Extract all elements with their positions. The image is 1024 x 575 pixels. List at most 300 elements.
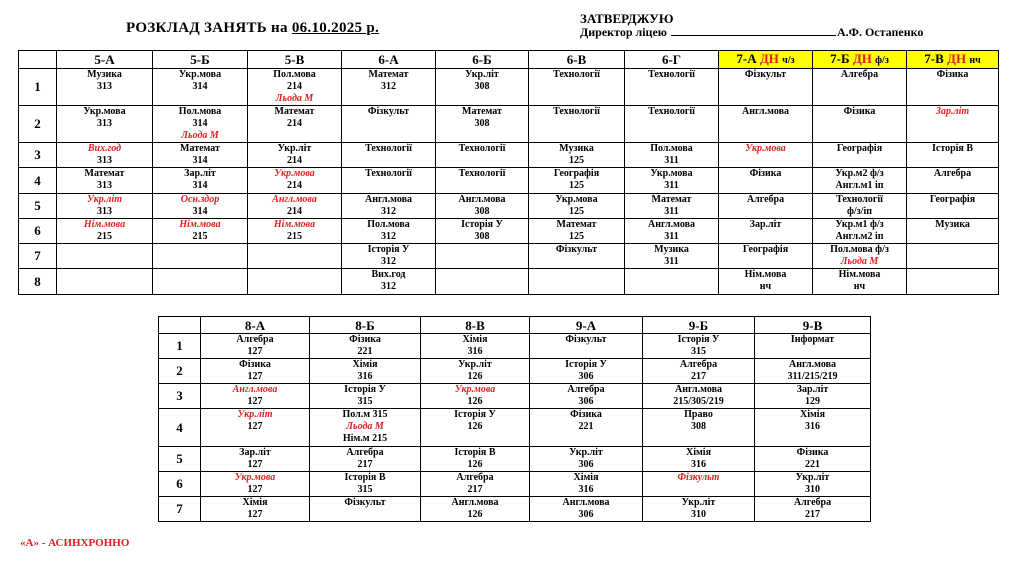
- lesson-cell: [643, 472, 755, 497]
- asynchronous-entry: Англ.мова: [232, 384, 278, 395]
- lesson-entry: 313: [97, 155, 112, 166]
- lesson-entry: Нім.м 215: [342, 433, 388, 444]
- lesson-cell: [310, 447, 421, 472]
- lesson-entry: 221: [805, 459, 820, 470]
- lesson-entry: Технології: [365, 143, 412, 154]
- class-name: 8-А: [244, 317, 266, 333]
- lesson-cell: [625, 168, 719, 194]
- lesson-entry: 221: [357, 346, 373, 357]
- class-name: 6-Б: [472, 52, 492, 67]
- lesson-cell: [643, 334, 755, 359]
- lesson-entry: Укр.мова: [650, 168, 693, 179]
- asynchronous-entry: Нім.мова: [273, 219, 316, 230]
- lesson-entry: 127: [247, 459, 263, 470]
- lesson-entry: 316: [578, 484, 594, 495]
- lesson-entry: Пол.мова: [367, 219, 410, 230]
- approval-heading: ЗАТВЕРДЖУЮ: [580, 11, 674, 26]
- lesson-entry: 310: [691, 509, 706, 520]
- lesson-cell: [57, 168, 153, 194]
- lesson-cell: [530, 334, 643, 359]
- lesson-cell: [310, 472, 421, 497]
- lesson-entry: Нім.мова: [744, 269, 787, 280]
- lesson-cell: [907, 143, 999, 168]
- lesson-cell: [719, 244, 813, 269]
- lesson-cell: [643, 409, 755, 447]
- lesson-cell: [529, 106, 625, 143]
- lesson-entry: Інформат: [790, 334, 835, 345]
- class-name: 6-Г: [661, 52, 682, 67]
- lesson-cell: [342, 143, 436, 168]
- lesson-cell: [625, 106, 719, 143]
- lesson-entry: 311: [664, 180, 679, 191]
- lesson-entry: Музика: [654, 244, 689, 255]
- lesson-cell: [421, 409, 530, 447]
- asynchronous-entry: Осн.здор: [180, 194, 220, 205]
- lesson-number: 1: [19, 69, 57, 106]
- lesson-entry: 126: [467, 459, 483, 470]
- lesson-entry: Укр.літ: [277, 143, 312, 154]
- lesson-entry: Алгебра: [567, 384, 605, 395]
- lesson-cell: [813, 194, 907, 219]
- lesson-entry: 315: [357, 396, 373, 407]
- lesson-row: [19, 106, 999, 143]
- lesson-entry: Фізика: [239, 359, 271, 370]
- lesson-cell: [310, 409, 421, 447]
- lesson-entry: 126: [467, 396, 483, 407]
- lesson-cell: [57, 143, 153, 168]
- lesson-entry: 125: [569, 155, 584, 166]
- lesson-entry: Фізкульт: [367, 106, 410, 117]
- lesson-cell: [530, 472, 643, 497]
- lesson-row: [159, 447, 871, 472]
- lesson-entry: 316: [805, 421, 820, 432]
- lesson-entry: 316: [467, 346, 483, 357]
- class-header: [643, 317, 755, 334]
- class-header: [436, 51, 529, 69]
- lesson-entry: Історія В: [344, 472, 386, 483]
- lesson-cell: [153, 143, 248, 168]
- lesson-entry: Право: [684, 409, 713, 420]
- lesson-entry: 127: [247, 484, 263, 495]
- lesson-entry: 215/305/219: [673, 396, 724, 407]
- lesson-entry: Пол.м 315: [342, 409, 388, 420]
- distance-learning-label: ДН: [947, 51, 967, 66]
- lesson-entry: 310: [805, 484, 820, 495]
- lesson-entry: Укр.літ: [458, 359, 492, 370]
- lesson-entry: Алгебра: [933, 168, 972, 179]
- lesson-cell: [755, 409, 871, 447]
- lesson-cell: [625, 194, 719, 219]
- lesson-entry: Англ.мова: [789, 359, 836, 370]
- lesson-entry: Пол.мова: [178, 106, 222, 117]
- lesson-entry: Англ.мова: [742, 106, 789, 117]
- lesson-entry: 125: [569, 231, 584, 242]
- asynchronous-entry: Англ.мова: [272, 194, 317, 205]
- lesson-entry: Нім.мова: [838, 269, 881, 280]
- lesson-cell: [530, 359, 643, 384]
- lesson-cell: [719, 106, 813, 143]
- lesson-cell: [530, 447, 643, 472]
- lesson-cell: [813, 244, 907, 269]
- lesson-cell: [57, 69, 153, 106]
- lesson-entry: Географія: [929, 194, 976, 205]
- lesson-entry: Музика: [559, 143, 594, 154]
- lesson-cell: [248, 269, 342, 295]
- asynchronous-entry: Укр.літ: [87, 194, 122, 205]
- lesson-entry: 215: [97, 231, 112, 242]
- schedule-table-grades-5-7: [18, 50, 999, 295]
- lesson-cell: [421, 359, 530, 384]
- lesson-entry: Математ: [651, 194, 692, 205]
- lesson-entry: Англ.мова: [648, 219, 695, 230]
- lesson-entry: 312: [381, 81, 396, 92]
- lesson-entry: Зар.літ: [749, 219, 782, 230]
- lesson-entry: Алгебра: [840, 69, 879, 80]
- lesson-entry: Математ: [84, 168, 125, 179]
- lesson-entry: 215: [287, 231, 302, 242]
- lesson-cell: [907, 269, 999, 295]
- lesson-cell: [755, 359, 871, 384]
- lesson-cell: [719, 194, 813, 219]
- lesson-entry: Пол.мова: [273, 69, 316, 80]
- lesson-entry: 217: [467, 484, 483, 495]
- lesson-cell: [813, 269, 907, 295]
- lesson-entry: 214: [287, 155, 302, 166]
- lesson-entry: Пол.мова ф/з: [830, 244, 889, 255]
- lesson-number: 7: [19, 244, 57, 269]
- lesson-cell: [755, 447, 871, 472]
- lesson-row: [159, 472, 871, 497]
- class-header: [813, 51, 907, 69]
- lesson-cell: [907, 244, 999, 269]
- lesson-entry: 308: [474, 118, 490, 129]
- lesson-cell: [201, 409, 310, 447]
- lesson-entry: Англ.мова: [562, 497, 610, 508]
- lesson-cell: [342, 168, 436, 194]
- lesson-number: 5: [159, 447, 201, 472]
- lesson-cell: [153, 244, 248, 269]
- lesson-entry: Математ: [368, 69, 409, 80]
- lesson-entry: Алгебра: [793, 497, 832, 508]
- class-name: 8-Б: [355, 317, 375, 333]
- class-name: 5-В: [284, 52, 305, 67]
- lesson-number: 2: [159, 359, 201, 384]
- lesson-cell: [436, 269, 529, 295]
- lesson-row: [19, 219, 999, 244]
- lesson-entry: 308: [474, 81, 490, 92]
- lesson-cell: [201, 384, 310, 409]
- lesson-entry: Англ.мова: [365, 194, 412, 205]
- lesson-entry: Технології: [553, 106, 600, 117]
- lesson-entry: 311/215/219: [787, 371, 838, 382]
- class-header: [719, 51, 813, 69]
- asynchronous-entry: Укр.мова: [274, 168, 315, 179]
- lesson-cell: [421, 472, 530, 497]
- lesson-entry: Музика: [87, 69, 122, 80]
- lesson-entry: 312: [381, 256, 396, 267]
- lesson-cell: [719, 219, 813, 244]
- lesson-number: 6: [19, 219, 57, 244]
- lesson-cell: [436, 106, 529, 143]
- lesson-row: [19, 69, 999, 106]
- director-name: А.Ф. Остапенко: [836, 25, 924, 39]
- lesson-cell: [755, 497, 871, 522]
- asynchronous-entry: Укр.мова: [234, 472, 276, 483]
- lesson-entry: Музика: [935, 219, 970, 230]
- lesson-entry: Укр.мова: [178, 69, 222, 80]
- lesson-entry: 214: [287, 81, 302, 92]
- lesson-entry: Хімія: [462, 334, 488, 345]
- lesson-cell: [719, 269, 813, 295]
- lesson-entry: Фізика: [749, 168, 782, 179]
- lesson-entry: Алгебра: [456, 472, 494, 483]
- lesson-row: [159, 409, 871, 447]
- lesson-row: [19, 143, 999, 168]
- class-header: [625, 51, 719, 69]
- asynchronous-entry: Нім.мова: [83, 219, 126, 230]
- lesson-cell: [421, 447, 530, 472]
- lesson-cell: [643, 359, 755, 384]
- lesson-cell: [907, 69, 999, 106]
- class-name: 9-В: [802, 317, 823, 333]
- lesson-entry: Фізкульт: [565, 334, 607, 345]
- class-header: [310, 317, 421, 334]
- class-header: [153, 51, 248, 69]
- lesson-entry: 127: [247, 371, 263, 382]
- lesson-cell: [342, 244, 436, 269]
- lesson-entry: Технології: [458, 168, 506, 179]
- lesson-cell: [153, 69, 248, 106]
- lesson-entry: 125: [569, 206, 584, 217]
- lesson-entry: 316: [691, 459, 706, 470]
- lesson-entry: Алгебра: [746, 194, 785, 205]
- distance-learning-label: ДН: [852, 51, 872, 66]
- lesson-row: [19, 194, 999, 219]
- lesson-entry: 308: [691, 421, 706, 432]
- lesson-cell: [153, 106, 248, 143]
- lesson-cell: [625, 244, 719, 269]
- lesson-cell: [529, 244, 625, 269]
- title-text: РОЗКЛАД ЗАНЯТЬ на: [126, 20, 288, 36]
- class-header: [248, 51, 342, 69]
- lesson-cell: [625, 69, 719, 106]
- lesson-cell: [201, 359, 310, 384]
- class-name: 5-А: [94, 52, 115, 67]
- class-name: 7-А: [736, 51, 757, 66]
- page-title: [126, 20, 379, 37]
- lesson-cell: [643, 497, 755, 522]
- lesson-entry: Математ: [180, 143, 220, 154]
- class-header: [529, 51, 625, 69]
- lesson-entry: Технології: [648, 106, 695, 117]
- lesson-cell: [248, 194, 342, 219]
- lesson-cell: [201, 334, 310, 359]
- subgroup-label: нч: [969, 55, 981, 66]
- asynchronous-entry: Укр.мова: [745, 143, 786, 154]
- lesson-cell: [342, 269, 436, 295]
- lesson-cell: [248, 219, 342, 244]
- lesson-cell: [201, 497, 310, 522]
- lesson-number: 1: [159, 334, 201, 359]
- class-header: [530, 317, 643, 334]
- lesson-row: [159, 384, 871, 409]
- class-header: [421, 317, 530, 334]
- lesson-cell: [719, 69, 813, 106]
- lesson-number: 3: [19, 143, 57, 168]
- lesson-entry: 217: [691, 371, 706, 382]
- lesson-entry: 313: [97, 118, 112, 129]
- lesson-entry: ф/з/іп: [846, 206, 873, 217]
- lesson-cell: [342, 69, 436, 106]
- lesson-cell: [436, 219, 529, 244]
- lesson-entry: нч: [759, 281, 772, 292]
- lesson-cell: [342, 219, 436, 244]
- director-label: Директор ліцею: [580, 25, 667, 39]
- lesson-entry: Хімія: [352, 359, 378, 370]
- lesson-cell: [248, 106, 342, 143]
- asynchronous-entry: Укр.мова: [454, 384, 496, 395]
- lesson-cell: [201, 447, 310, 472]
- lesson-cell: [57, 244, 153, 269]
- lesson-entry: 308: [474, 206, 490, 217]
- lesson-cell: [529, 69, 625, 106]
- lesson-cell: [342, 106, 436, 143]
- lesson-entry: 308: [474, 231, 490, 242]
- lesson-entry: Історія В: [931, 143, 974, 154]
- lesson-entry: Англ.мова: [458, 194, 506, 205]
- lesson-entry: Технології: [648, 69, 695, 80]
- lesson-cell: [530, 384, 643, 409]
- lesson-row: [19, 269, 999, 295]
- lesson-cell: [153, 269, 248, 295]
- lesson-cell: [907, 106, 999, 143]
- lesson-entry: 306: [578, 396, 594, 407]
- lesson-cell: [625, 219, 719, 244]
- lesson-cell: [907, 194, 999, 219]
- class-name: 6-А: [378, 52, 399, 67]
- lesson-cell: [57, 106, 153, 143]
- lesson-entry: 311: [664, 206, 679, 217]
- lesson-entry: Англ.м1 іп: [835, 180, 884, 191]
- lesson-cell: [436, 244, 529, 269]
- lesson-entry: 214: [287, 180, 302, 191]
- lesson-entry: Технології: [553, 69, 600, 80]
- lesson-entry: 127: [247, 396, 263, 407]
- lesson-number: 5: [19, 194, 57, 219]
- lesson-entry: Історія У: [454, 409, 496, 420]
- lesson-entry: 313: [97, 206, 112, 217]
- class-name: 9-Б: [688, 317, 709, 333]
- lesson-cell: [421, 497, 530, 522]
- lesson-entry: 127: [247, 346, 263, 357]
- lesson-cell: [643, 447, 755, 472]
- lesson-entry: 214: [287, 206, 302, 217]
- lesson-cell: [310, 497, 421, 522]
- class-header: [201, 317, 310, 334]
- lesson-cell: [310, 384, 421, 409]
- asynchronous-entry: Укр.літ: [237, 409, 273, 420]
- lesson-entry: Укр.мова: [555, 194, 598, 205]
- lesson-entry: 127: [247, 509, 263, 520]
- lesson-entry: Зар.літ: [796, 384, 829, 395]
- lesson-cell: [153, 219, 248, 244]
- lesson-cell: [625, 143, 719, 168]
- lesson-cell: [530, 497, 643, 522]
- lesson-cell: [755, 334, 871, 359]
- lesson-entry: Англ.м2 іп: [835, 231, 884, 242]
- lesson-cell: [529, 219, 625, 244]
- lesson-cell: [436, 194, 529, 219]
- lesson-entry: Історія В: [454, 447, 496, 458]
- asynchronous-note: «А» - АСИНХРОННО: [20, 537, 130, 549]
- lesson-cell: [907, 168, 999, 194]
- lesson-cell: [755, 384, 871, 409]
- lesson-entry: Фізика: [570, 409, 602, 420]
- lesson-cell: [310, 359, 421, 384]
- lesson-entry: Укр.літ: [795, 472, 830, 483]
- lesson-cell: [248, 244, 342, 269]
- lesson-entry: 125: [569, 180, 584, 191]
- lesson-entry: Історія У: [461, 219, 503, 230]
- lesson-entry: Фізика: [936, 69, 969, 80]
- lesson-cell: [529, 143, 625, 168]
- lesson-entry: Фізкульт: [555, 244, 598, 255]
- lesson-cell: [310, 334, 421, 359]
- class-name: 7-В: [924, 51, 944, 66]
- lesson-entry: 316: [357, 371, 373, 382]
- class-header: [907, 51, 999, 69]
- lesson-entry: Зар.літ: [184, 168, 216, 179]
- lesson-entry: 312: [381, 206, 396, 217]
- lesson-entry: 314: [192, 180, 208, 191]
- lesson-row: [19, 168, 999, 194]
- lesson-cell: [57, 269, 153, 295]
- lesson-entry: Хімія: [573, 472, 599, 483]
- lesson-entry: Історія У: [344, 384, 386, 395]
- lesson-entry: Укр.літ: [569, 447, 603, 458]
- lesson-cell: [57, 219, 153, 244]
- lesson-entry: Пол.мова: [650, 143, 693, 154]
- lesson-cell: [436, 168, 529, 194]
- lesson-cell: [342, 194, 436, 219]
- signature-line: [671, 25, 836, 36]
- lesson-cell: [813, 69, 907, 106]
- lesson-entry: 127: [247, 421, 263, 432]
- approval-signature: [580, 25, 923, 40]
- asynchronous-entry: Нім.мова: [179, 219, 221, 230]
- lesson-entry: 126: [467, 371, 483, 382]
- class-name: 5-Б: [190, 52, 210, 67]
- lesson-entry: 311: [664, 155, 679, 166]
- lesson-entry: 311: [664, 231, 679, 242]
- lesson-entry: Англ.мова: [451, 497, 499, 508]
- lesson-cell: [755, 472, 871, 497]
- lesson-cell: [529, 194, 625, 219]
- corner-cell: [159, 317, 201, 334]
- lesson-row: [159, 334, 871, 359]
- lesson-entry: Англ.мова: [675, 384, 722, 395]
- subgroup-label: ч/з: [782, 55, 795, 66]
- lesson-entry: Укр.м2 ф/з: [835, 168, 884, 179]
- lesson-cell: [813, 143, 907, 168]
- lesson-cell: [421, 384, 530, 409]
- lesson-entry: 313: [97, 180, 112, 191]
- lesson-cell: [529, 269, 625, 295]
- asynchronous-entry: Льода М: [840, 256, 879, 267]
- lesson-cell: [813, 219, 907, 244]
- lesson-entry: Фізкульт: [344, 497, 386, 508]
- lesson-entry: 315: [357, 484, 373, 495]
